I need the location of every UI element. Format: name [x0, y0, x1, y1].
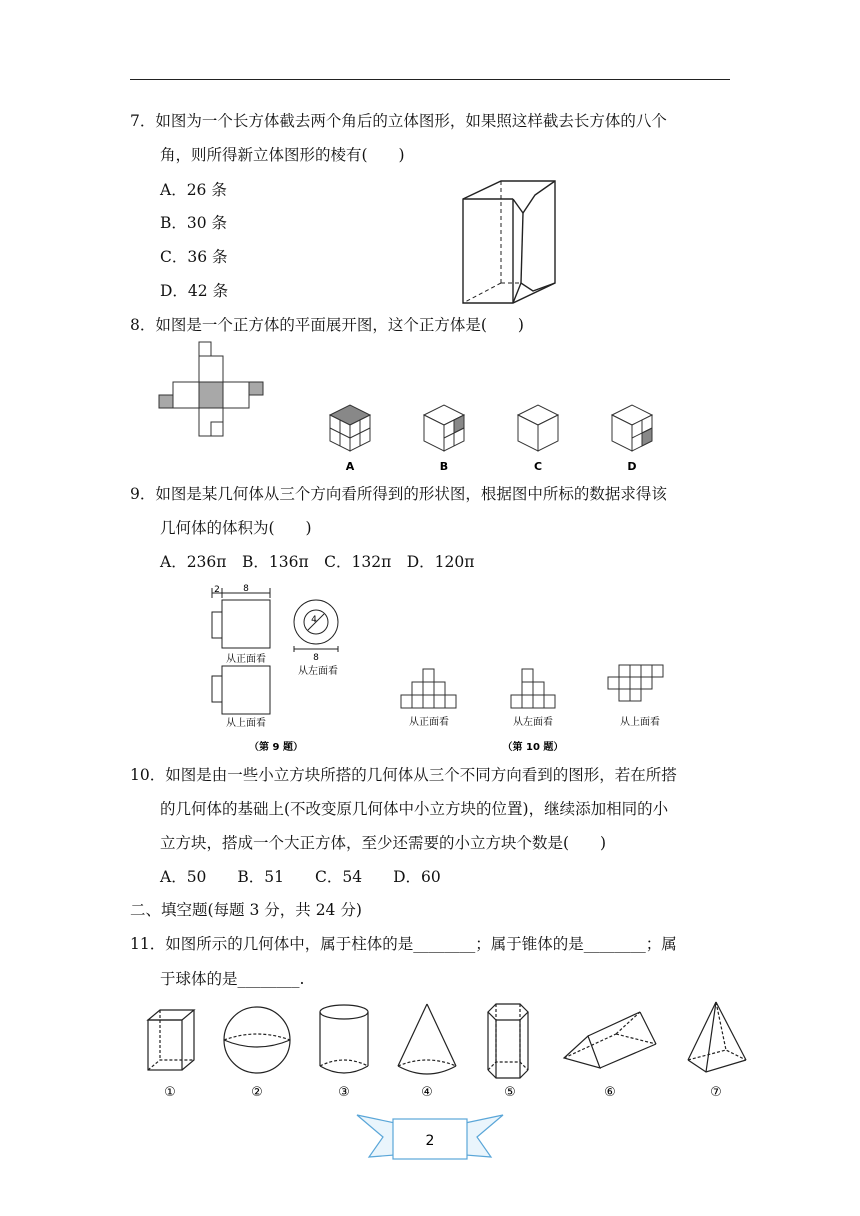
q9-dim-2: 2 — [214, 585, 220, 595]
q11-label-7: ⑦ — [710, 1085, 722, 1100]
q8-cube-a — [330, 405, 370, 451]
q9-dim-4: 4 — [311, 615, 317, 625]
page-number-ribbon — [355, 1105, 505, 1165]
q9-front-view-label: 从正面看 — [226, 654, 266, 665]
q7-line1: 7．如图为一个长方体截去两个角后的立体图形，如果照这样截去长方体的八个 — [130, 112, 667, 130]
q9-left-view-label: 从左面看 — [298, 666, 338, 677]
q10-options: A．50 B．51 C．54 D．60 — [160, 868, 441, 886]
q9-options: A．236π B．136π C．132π D．120π — [160, 553, 475, 571]
q8-label-b: B — [439, 460, 449, 473]
q8-label-d: D — [627, 460, 637, 473]
q9-line1: 9．如图是某几何体从三个方向看所得到的形状图，根据图中所标的数据求得该 — [130, 485, 667, 503]
q7-truncated-cuboid-figure — [455, 173, 565, 308]
q11-solids-figure — [140, 998, 760, 1103]
q8-line1: 8．如图是一个正方体的平面展开图，这个正方体是( ) — [130, 316, 524, 334]
q11-label-1: ① — [164, 1085, 176, 1100]
q8-cube-b — [424, 405, 464, 451]
q10-caption: （第 10 题） — [502, 742, 564, 753]
q9-line2: 几何体的体积为( ) — [160, 519, 312, 537]
q7-option-b: B．30 条 — [160, 214, 228, 232]
q8-label-a: A — [345, 460, 355, 473]
q10-line2: 的几何体的基础上(不改变原几何体中小立方块的位置)，继续添加相同的小 — [160, 800, 669, 818]
q8-label-c: C — [533, 460, 543, 473]
q8-cube-c — [518, 405, 558, 451]
q10-line1: 10．如图是由一些小立方块所搭的几何体从三个不同方向看到的图形，若在所搭 — [130, 766, 677, 784]
q11-label-4: ④ — [421, 1085, 433, 1100]
q8-option-cubes — [320, 395, 670, 475]
q8-cube-net-figure — [155, 340, 270, 440]
q10-line3: 立方块，搭成一个大正方体，至少还需要的小立方块个数是( ) — [160, 834, 607, 852]
q8-cube-d — [612, 405, 652, 451]
q7-line2: 角，则所得新立体图形的棱有( ) — [160, 146, 405, 164]
section-2-heading: 二、填空题(每题 3 分，共 24 分) — [130, 901, 362, 919]
page-number: 2 — [425, 1133, 435, 1149]
q9-dim-8-circle: 8 — [313, 653, 319, 663]
q11-label-5: ⑤ — [504, 1085, 516, 1100]
q11-label-6: ⑥ — [604, 1085, 616, 1100]
q7-option-c: C．36 条 — [160, 248, 228, 266]
q11-line1: 11．如图所示的几何体中，属于柱体的是________；属于锥体的是________；属 — [130, 935, 677, 953]
header-rule — [130, 79, 730, 80]
q10-left-view-label: 从左面看 — [513, 717, 553, 728]
q11-label-3: ③ — [338, 1085, 350, 1100]
q9-three-views-figure — [200, 582, 360, 754]
q9-top-view-label: 从上面看 — [226, 718, 266, 729]
q11-label-2: ② — [251, 1085, 263, 1100]
q7-option-d: D．42 条 — [160, 282, 229, 300]
q9-dim-8-top: 8 — [243, 584, 249, 594]
q10-top-view-label: 从上面看 — [620, 717, 660, 728]
q10-three-views-figure — [395, 655, 680, 755]
q7-option-a: A．26 条 — [160, 181, 227, 199]
q11-line2: 于球体的是________. — [160, 970, 305, 988]
q9-caption: （第 9 题） — [249, 742, 303, 753]
q10-front-view-label: 从正面看 — [409, 717, 449, 728]
